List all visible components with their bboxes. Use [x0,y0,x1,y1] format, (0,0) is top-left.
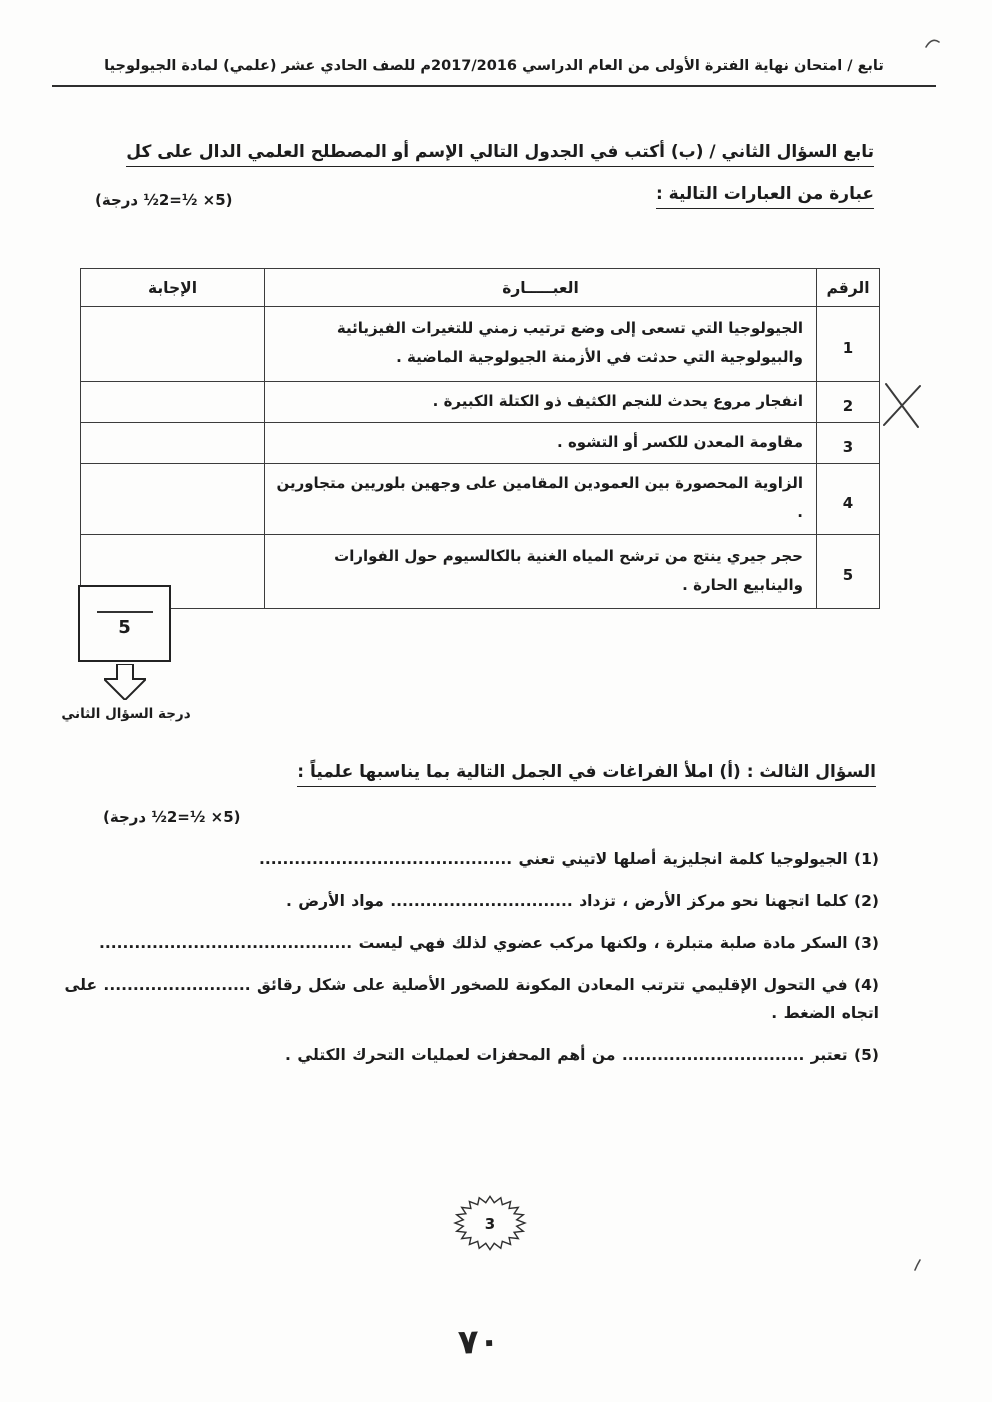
table-row [81,381,880,422]
page-header-text: تابع / امتحان نهاية الفترة الأولى من العام الدراسي 2017/2016م للصف الحادي عشر (علمي) لمادة الجيولوجيا [104,58,884,74]
question3-title: السؤال الثالث : (أ) املأ الفراغات في الجمل التالية بما يناسبها علمياً : [297,762,876,787]
question3-items [58,846,879,1084]
row-statement: انفجار مروع يحدث للنجم الكثيف ذو الكتلة الكبيرة . [265,381,817,422]
score-blank-line [97,611,153,613]
score-box [78,585,171,662]
column-header-number: الرقم [817,269,880,307]
pen-mark-right [912,1258,924,1272]
handwritten-footer-number: ٧٠ [457,1321,501,1363]
row-number: 5 [817,534,880,609]
row-number: 2 [817,381,880,422]
page-header [52,58,936,87]
pen-mark-top-right [924,36,942,50]
question2b-title-line2: عبارة من العبارات التالية : [656,184,874,209]
table-header-row [81,269,880,307]
page-number: 3 [484,1215,496,1233]
table-row [81,307,880,382]
fill-blank-item: (2) كلما اتجهنا نحو مركز الأرض ، تزداد ............................... مواد الأرض . [285,892,879,911]
row-number: 4 [817,464,880,535]
down-arrow-icon [104,664,146,700]
fill-blank-item: (3) السكر مادة صلبة متبلرة ، ولكنها مركب عضوي لذلك فهي ليست ........................................... [98,934,879,953]
column-header-statement: العبـــــارة [265,269,817,307]
row-number: 1 [817,307,880,382]
question2b-marks: (5× ½=2½ درجة) [95,191,233,209]
handwritten-x-mark [878,380,928,430]
row-number: 3 [817,422,880,463]
row-statement: الزاوية المحصورة بين العمودين المقامين على وجهين بلوريين متجاورين . [265,464,817,535]
score-box-label: درجة السؤال الثاني [61,706,191,722]
fill-blank-item: (4) في التحول الإقليمي تترتب المعادن المكونة للصخور الأصلية على شكل رقائق ......................... على اتجاه الضغط . [64,976,879,1022]
answer-cell [81,381,265,422]
row-statement: الجيولوجيا التي تسعى إلى وضع ترتيب زمني للتغيرات الفيزيائية والبيولوجية التي حدثت في الأزمنة الجيولوجية الماضية . [265,307,817,382]
column-header-answer: الإجابة [81,269,265,307]
table-row [81,422,880,463]
score-value: 5 [118,617,131,638]
answer-cell [81,464,265,535]
page-number-seal [450,1192,530,1256]
table-row [81,534,880,609]
answer-cell [81,422,265,463]
answer-cell [81,307,265,382]
row-statement: مقاومة المعدن للكسر أو التشوه . [265,422,817,463]
question3-marks: (5× ½=2½ درجة) [103,808,241,826]
row-statement: حجر جيري ينتج من ترشح المياه الغنية بالكالسيوم حول الفوارات والينابيع الحارة . [265,534,817,609]
table-row [81,464,880,535]
question2b-title-block [95,142,874,209]
question2b-table [80,268,880,609]
question2b-title-line1: تابع السؤال الثاني / (ب) أكتب في الجدول التالي الإسم أو المصطلح العلمي الدال على كل [95,142,874,167]
fill-blank-item: (5) تعتبر ............................... من أهم المحفزات لعمليات التحرك الكتلي . [285,1045,879,1064]
fill-blank-item: (1) الجيولوجيا كلمة انجليزية أصلها لاتيني تعني ........................................... [258,850,879,868]
